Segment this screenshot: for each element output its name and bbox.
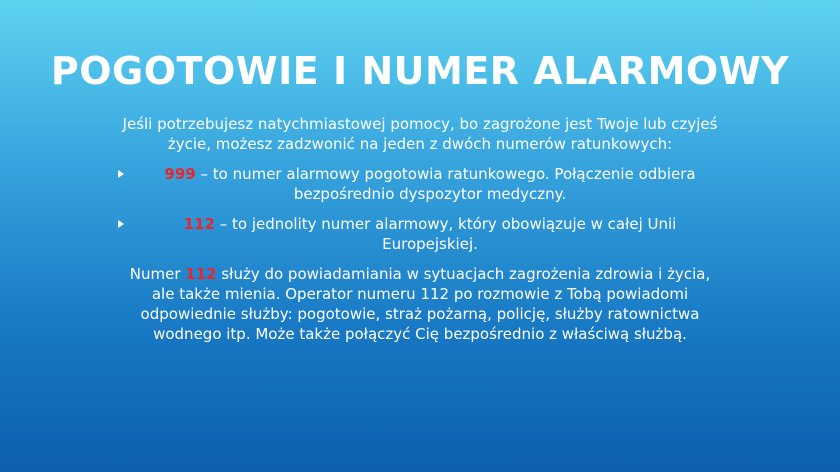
bullet-item-112 [118,214,722,254]
bullet-item-999 [118,164,722,204]
triangle-right-icon [118,220,124,228]
emergency-number-112: 112 [183,215,215,233]
closing-text: służy do powiadamiania w sytuacjach zagrożenia zdrowia i życia, ale także mienia. Operator numeru 112 po rozmowie z Tobą powiadomi odpowiednie służby: pogotowie, straż pożarną, policję, służby ratownictwa wodnego itp. Może także połączyć Cię bezpośrednio z właściwą służbą. [140,265,711,343]
closing-number-112: 112 [185,265,217,283]
triangle-right-icon [118,170,124,178]
closing-prefix: Numer [129,265,186,283]
closing-paragraph [118,264,722,344]
bullet-text: – to jednolity numer alarmowy, który obowiązuje w całej Unii Europejskiej. [214,215,677,253]
bullet-text: – to numer alarmowy pogotowia ratunkowego. Połączenie odbiera bezpośrednio dyspozytor medyczny. [195,165,696,203]
slide-body [118,114,722,344]
intro-paragraph: Jeśli potrzebujesz natychmiastowej pomocy, bo zagrożone jest Twoje lub czyjeś życie, możesz zadzwonić na jeden z dwóch numerów ratunkowych: [122,115,718,153]
slide-title: POGOTOWIE I NUMER ALARMOWY [50,49,790,93]
emergency-number-999: 999 [164,165,196,183]
